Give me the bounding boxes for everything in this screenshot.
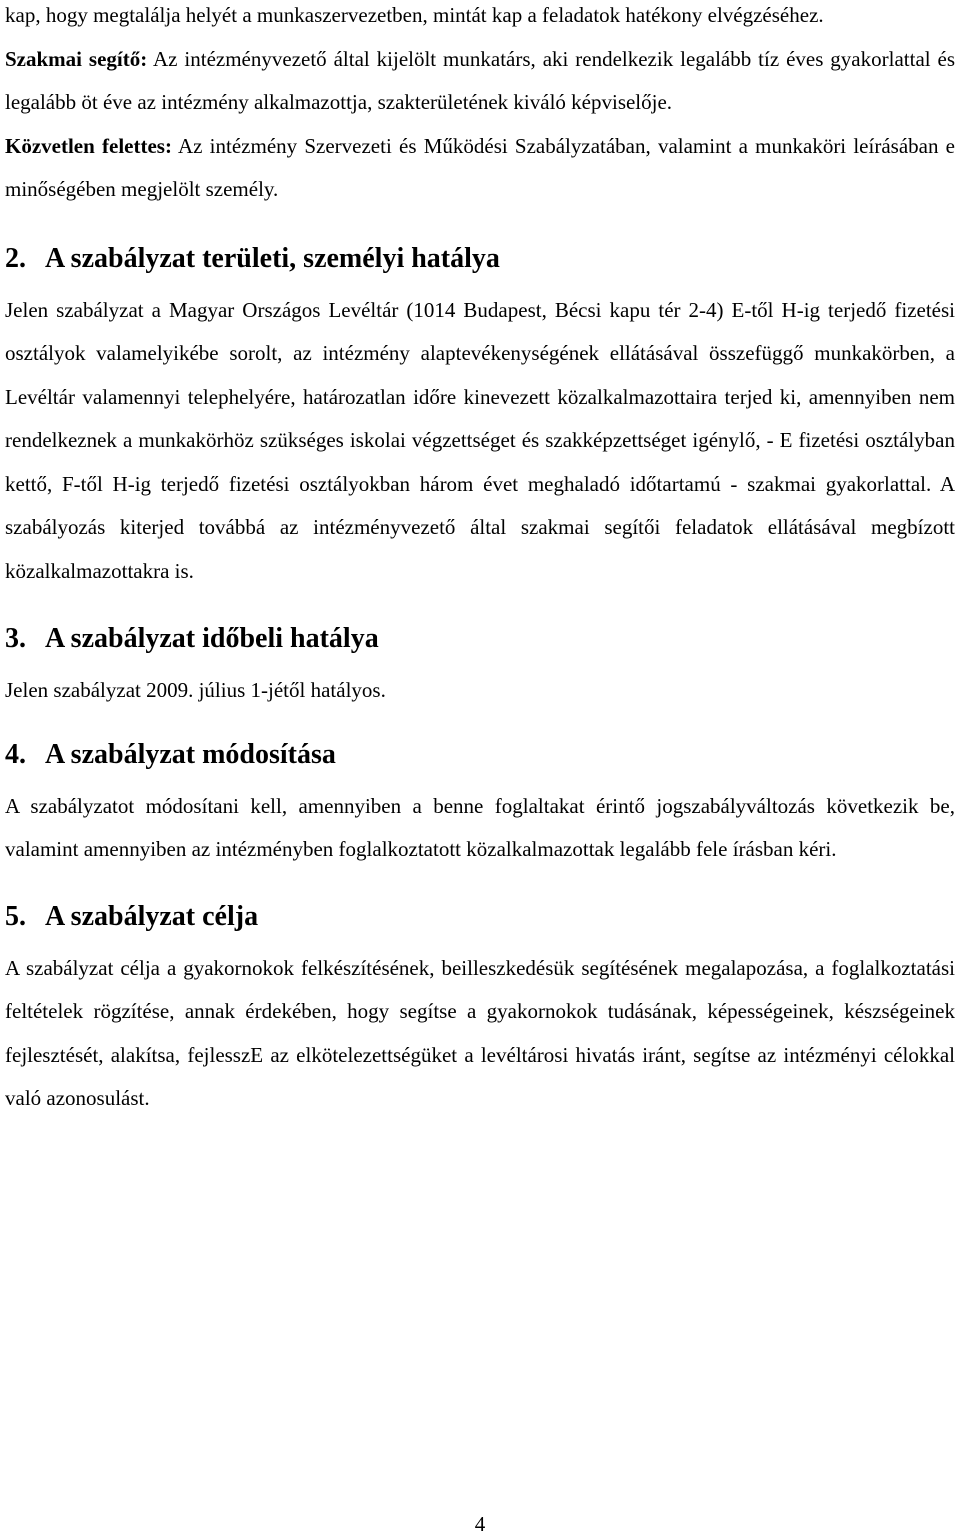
section-title: A szabályzat módosítása [45,738,336,770]
section-number: 4. [5,738,26,770]
section-body: Jelen szabályzat 2009. július 1-jétől hatályos. [5,678,386,702]
section-body: A szabályzat célja a gyakornokok felkészítésének, beilleszkedésük segítésének megalapozása, a foglalkoztatási feltételek rögzítése, annak érdekében, hogy segítse a gyakornokok tudásának, képességeinek, készségeinek fejlesztését, alakítsa, fejlesszE az elkötelezettségüket a levéltárosi hivatás iránt, segítse az intézményi célokkal való azonosulást. [5,955,955,1110]
definition-mentor [5,38,955,125]
definition-superior [5,125,955,212]
section-number: 2. [5,242,26,274]
section-heading [5,239,955,279]
definition-term: Szakmai segítő: [5,46,148,71]
page-number: 4 [474,1512,486,1536]
document-page [5,0,955,1121]
section-title: A szabályzat időbeli hatálya [45,623,379,654]
section-title: A szabályzat területi, személyi hatálya [45,242,500,274]
definition-text: Az intézményvezető által kijelölt munkatárs, aki rendelkezik legalább tíz éves gyakorlattal és legalább öt éve az intézmény alkalmazottja, szakterületének kiváló képviselője. [5,46,956,114]
section-heading [5,735,955,775]
section-number: 5. [5,900,26,932]
intro-paragraph: kap, hogy megtalálja helyét a munkaszervezetben, mintát kap a feladatok hatékony elvégzéséhez. [5,3,824,27]
section-body: A szabályzatot módosítani kell, amennyiben a benne foglaltakat érintő jogszabályváltozás következik be, valamint amennyiben az intézményben foglalkoztatott közalkalmazottak legalább fele írásban kéri. [5,793,955,861]
section-heading [5,897,955,937]
section-heading [5,619,955,659]
definition-text: Az intézmény Szervezeti és Működési Szabályzatában, valamint a munkaköri leírásában e minőségében megjelölt személy. [5,133,955,201]
section-body: Jelen szabályzat a Magyar Országos Levéltár (1014 Budapest, Bécsi kapu tér 2-4) E-től H-ig terjedő fizetési osztályok valamelyikébe sorolt, az intézmény alaptevékenységének ellátásával összefüggő munkakörben, a Levéltár valamennyi telephelyére, határozatlan időre kinevezett közalkalmazottaira terjed ki, amennyiben nem rendelkeznek a munkakörhöz szükséges iskolai végzettséget és szakképzettséget igénylő, - E fizetési osztályban kettő, F-től H-ig terjedő fizetési osztályokban három évet meghaladó időtartamú - szakmai gyakorlattal. A szabályozás kiterjed továbbá az intézményvezető által szakmai segítői feladatok ellátásával megbízott közalkalmazottakra is. [5,297,955,583]
section-title: A szabályzat célja [45,900,259,932]
definition-term: Közvetlen felettes: [5,133,172,158]
section-number: 3. [5,623,26,654]
